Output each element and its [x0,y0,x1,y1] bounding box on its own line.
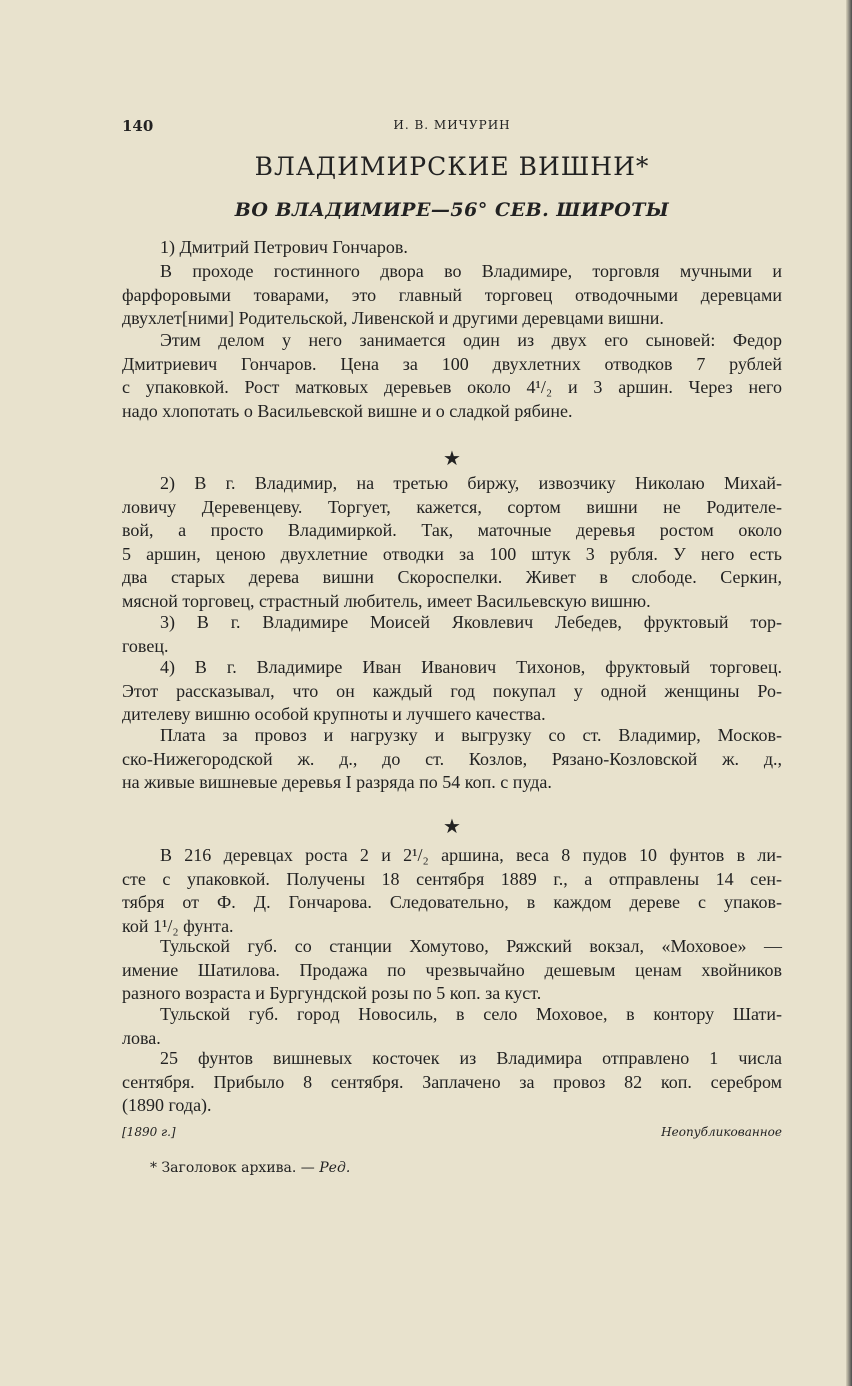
text-line: Тульской губ. город Новосиль, в село Моховое, в контору Шати- [160,1004,782,1024]
text-line: 1) Дмитрий Петрович Гончаров. [160,237,408,257]
paragraph-s1-p1 [122,236,782,260]
text-line: Тульской губ. со станции Хомутово, Ряжский вокзал, «Моховое» — [160,936,782,956]
paragraph-s3-p4 [122,1047,782,1118]
paragraph-s2-p1 [122,472,782,613]
text-line: тября от Ф. Д. Гончарова. Следовательно, в каждом дереве с упаков- [122,892,782,912]
text-line: на живые вишневые деревья I разряда по 54 коп. с пуда. [122,772,552,792]
running-head [122,117,782,137]
footer-date: [1890 г.] [122,1125,176,1139]
text-line: два старых дерева вишни Скороспелки. Живет в слободе. Серкин, [122,567,782,587]
text-line: Этим делом у него занимается один из двух его сыновей: Федор [160,330,782,350]
paragraph-s1-p3 [122,329,782,423]
text-line: Дмитриевич Гончаров. Цена за 100 двухлетних отводков 7 рублей [122,353,782,374]
section-divider-star: ★ [443,814,461,838]
footnote-editor: Ред. [319,1160,351,1176]
page-title: ВЛАДИМИРСКИЕ ВИШНИ* [254,152,650,181]
text-line: двухлет[ними] Родительской, Ливенской и другими деревцами вишни. [122,308,664,328]
text-line: фарфоровыми товарами, это главный торговец отводочными деревцами [122,284,782,305]
text-line: кой 1¹/₂ фунта. [122,915,234,936]
text-line: говец. [122,635,169,656]
text-line: лова. [122,1027,161,1048]
paragraph-s3-p3 [122,1003,782,1050]
text-line: сте с упаковкой. Получены 18 сентября 1889 г., а отправлены 14 сен- [122,868,782,889]
page-number: 140 [122,117,154,135]
text-line: надо хлопотать о Васильевской вишне и о сладкой рябине. [122,400,573,421]
text-line: Этот рассказывал, что он каждый год покупал у одной женщины Ро- [122,680,782,701]
text-line: 25 фунтов вишневых косточек из Владимира отправлено 1 числа [160,1048,782,1068]
text-line: ловичу Деревенцеву. Торгует, кажется, сортом вишни не Родителе- [122,496,782,517]
footer-status: Неопубликованное [661,1125,782,1139]
text-line: 5 аршин, ценою двухлетние отводки за 100 штук 3 рубля. У него есть [122,543,782,564]
paragraph-s3-p2 [122,935,782,1006]
page-subtitle: ВО ВЛАДИМИРЕ—56° СЕВ. ШИРОТЫ [234,199,670,221]
page-edge-shadow [846,0,852,1386]
text-line: имение Шатилова. Продажа по чрезвычайно дешевым ценам хвойников [122,959,782,980]
text-line: В проходе гостинного двора во Владимире, торговля мучными и [160,261,782,281]
text-line: 2) В г. Владимир, на третью биржу, извозчику Николаю Михай- [160,473,782,493]
text-line: В 216 деревцах роста 2 и 2¹/₂ аршина, веса 8 пудов 10 фунтов в ли- [160,845,782,865]
text-line: 4) В г. Владимире Иван Иванович Тихонов, фруктовый торговец. [160,657,782,677]
paragraph-s2-p3 [122,656,782,727]
paragraph-s3-p1 [122,844,782,938]
text-line: с упаковкой. Рост матковых деревьев около 4¹/₂ и 3 аршин. Через него [122,377,782,397]
text-line: сентября. Прибыло 8 сентября. Заплачено за провоз 82 коп. серебром [122,1071,782,1092]
text-line: (1890 года). [122,1095,212,1115]
text-line: 3) В г. Владимире Моисей Яковлевич Лебедев, фруктовый тор- [160,612,782,632]
text-line: вой, а просто Владимиркой. Так, маточные деревья ростом около [122,520,782,540]
footnote-text: * Заголовок архива. — [150,1160,320,1176]
text-line: дителеву вишню особой крупноты и лучшего качества. [122,704,546,724]
text-line: разного возраста и Бургундской розы по 5 коп. за куст. [122,983,542,1003]
section-divider-star: ★ [443,446,461,470]
footnote [150,1160,350,1176]
paragraph-s2-p2 [122,611,782,658]
text-line: Плата за провоз и нагрузку и выгрузку со ст. Владимир, Москов- [160,725,782,745]
paragraph-s2-p4 [122,724,782,795]
running-title: И. В. МИЧУРИН [393,118,511,132]
text-line: ско-Нижегородской ж. д., до ст. Козлов, Рязано-Козловской ж. д., [122,748,782,769]
paragraph-s1-p2 [122,260,782,331]
text-line: мясной торговец, страстный любитель, имеет Васильевскую вишню. [122,590,651,611]
